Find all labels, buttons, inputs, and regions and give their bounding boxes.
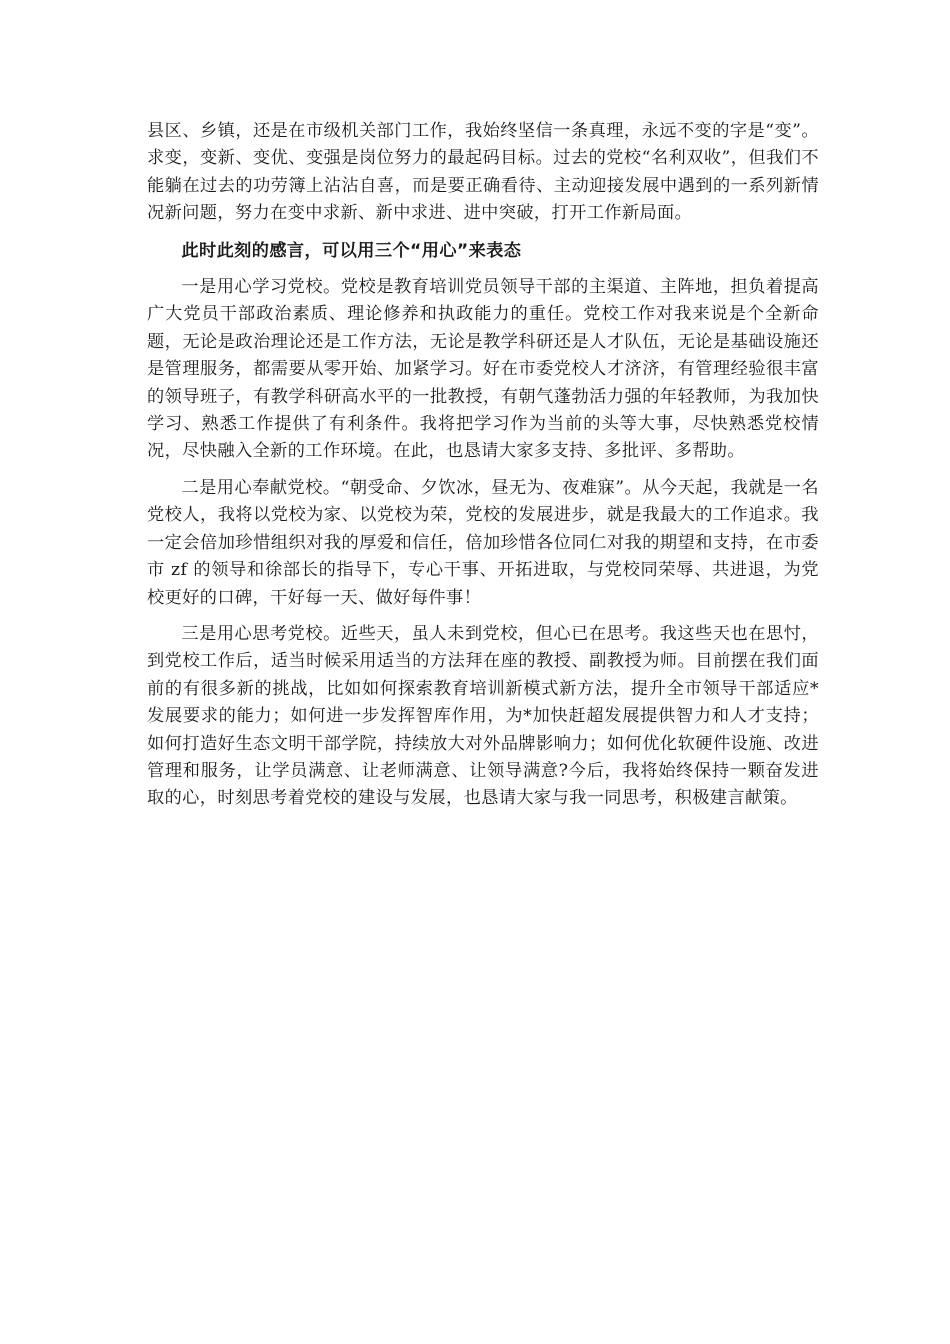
document-page bbox=[147, 118, 819, 813]
paragraph-thinking: 三是用心思考党校。近些天，虽人未到党校，但心已在思考。我这些天也在思忖，到党校工作后，适当时候采用适当的方法拜在座的教授、副教授为师。目前摆在我们面前的有很多新的挑战，比如如何探索教育培训新模式新方法，提升全市领导干部适应*发展要求的能力；如何进一步发挥智库作用，为*加快赶超发展提供智力和人才支持；如何打造好生态文明干部学院，持续放大对外品牌影响力；如何优化软硬件设施、改进管理和服务，让学员满意、让老师满意、让领导满意?今后，我将始终保持一颗奋发进取的心，时刻思考着党校的建设与发展，也恳请大家与我一同思考，积极建言献策。 bbox=[147, 623, 819, 809]
intro-paragraph: 县区、乡镇，还是在市级机关部门工作，我始终坚信一条真理，永远不变的字是“变”。求变，变新、变优、变强是岗位努力的最起码目标。过去的党校“名利双收”，但我们不能躺在过去的功劳簿上沾沾自喜，而是要正确看待、主动迎接发展中遇到的一系列新情况新问题，努力在变中求新、新中求进、进中突破，打开工作新局面。 bbox=[147, 121, 819, 224]
section-heading: 此时此刻的感言，可以用三个“用心”来表态 bbox=[181, 240, 522, 261]
paragraph-dedication: 二是用心奉献党校。“朝受命、夕饮冰，昼无为、夜难寐”。从今天起，我就是一名党校人，我将以党校为家、以党校为荣，党校的发展进步，就是我最大的工作追求。我一定会倍加珍惜组织对我的厚爱和信任，倍加珍惜各位同仁对我的期望和支持，在市委市 zf 的领导和徐部长的指导下，专心干事、开拓进取，与党校同荣辱、共进退，为党校更好的口碑，干好每一天、做好每件事！ bbox=[147, 477, 819, 608]
paragraph-study: 一是用心学习党校。党校是教育培训党员领导干部的主渠道、主阵地，担负着提高广大党员干部政治素质、理论修养和执政能力的重任。党校工作对我来说是个全新命题，无论是政治理论还是工作方法，无论是教学科研还是人才队伍，无论是基础设施还是管理服务，都需要从零开始、加紧学习。好在市委党校人才济济，有管理经验很丰富的领导班子，有教学科研高水平的一批教授，有朝气蓬勃活力强的年轻教师，为我加快学习、熟悉工作提供了有利条件。我将把学习作为当前的头等大事，尽快熟悉党校情况，尽快融入全新的工作环境。在此，也恳请大家多支持、多批评、多帮助。 bbox=[147, 277, 819, 462]
